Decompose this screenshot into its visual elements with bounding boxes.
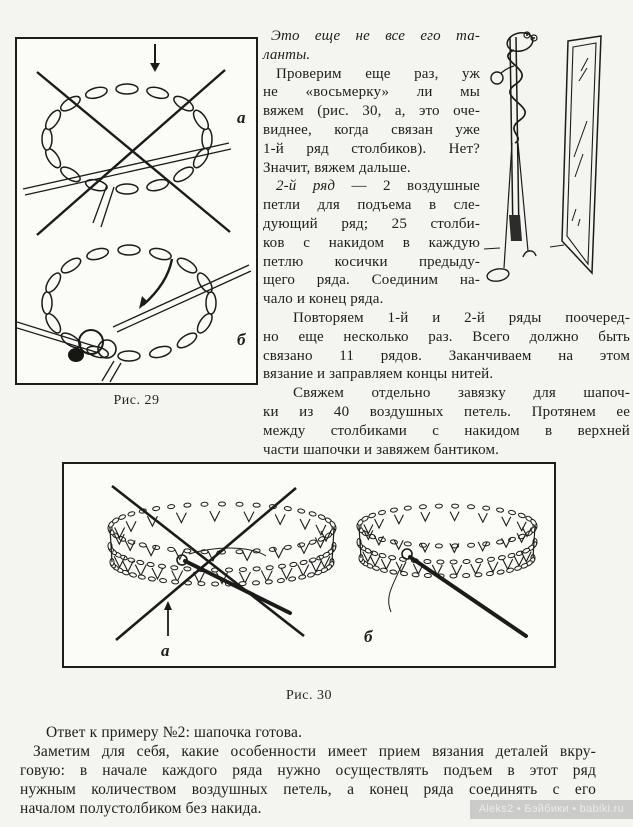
main-text-block xyxy=(263,309,630,459)
text-line: петлю косички предыду- xyxy=(263,253,480,270)
text-line: Ответ к примеру №2: шапочка готова. xyxy=(46,724,303,741)
figure-30-label-b: б xyxy=(364,627,373,646)
text-line: не «восьмерку» ли мы xyxy=(263,84,480,101)
figure-30-drawing xyxy=(64,464,554,666)
text-line: Повторяем 1-й и 2-й ряды поочеред- xyxy=(293,310,630,326)
figure-30-caption: Рис. 30 xyxy=(286,688,332,703)
text-line: вяжем (рис. 30, а, это оче- xyxy=(263,103,480,120)
text-line: ков с накидом в каждую xyxy=(263,234,480,251)
text-line: дующий ряд; 25 столби- xyxy=(263,215,480,232)
text-line: Свяжем отдельно завязку для шапоч- xyxy=(293,385,630,402)
up-arrow-icon xyxy=(164,601,172,636)
text-line: виднее, когда связан уже xyxy=(263,121,480,138)
text-line: но еще несколько раз. Всего должно быть xyxy=(263,328,630,345)
character-mirror-illustration xyxy=(484,25,632,320)
figure-29-caption: Рис. 29 xyxy=(113,393,160,408)
text-line: петли для подъема в сле- xyxy=(263,197,480,214)
text-line: Заметим для себя, какие особенности имеет прием вязания деталей вкру- xyxy=(33,743,596,760)
crochet-band-b xyxy=(356,504,537,578)
text-line: 2-й ряд — 2 воздушные xyxy=(276,178,480,195)
chain-ring-a xyxy=(42,84,212,194)
text-line: ки из 40 воздушных петель. Протянем ее xyxy=(263,403,630,420)
figure-30-box xyxy=(62,462,556,668)
text-line: говую: в начале каждого ряда нужно осуществлять подъем в этот ряд xyxy=(20,762,596,779)
text-line: между столбиками с накидом в верхней xyxy=(263,422,630,439)
character-icon xyxy=(486,30,537,283)
text-line: щего ряда. Соединим на- xyxy=(263,272,480,289)
text-line: связано 11 рядов. Заканчиваем на этом xyxy=(263,347,630,364)
text-line: Проверим еще раз, уж xyxy=(276,65,480,82)
figure-29-box xyxy=(15,37,258,385)
intro-text-column xyxy=(263,27,480,309)
figure-30-label-a: а xyxy=(161,641,170,660)
mirror-icon xyxy=(562,36,601,273)
text-line: чало и конец ряда. xyxy=(263,291,384,308)
watermark: Aleks2 • Бэйбики • babiki.ru xyxy=(470,800,633,819)
text-line: вязание и заправляем концы нитей. xyxy=(263,366,494,383)
figure-29-label-b: б xyxy=(237,330,246,349)
text-line: нужным количеством воздушных петель, а конец ряда соединять с его xyxy=(20,781,596,798)
text-line: части шапочки и завяжем бантиком. xyxy=(263,441,499,458)
text-line: Значит, вяжем дальше. xyxy=(263,159,411,176)
figure-29-label-a: а xyxy=(237,108,246,127)
text-line: началом полустолбиком без накида. xyxy=(20,800,262,817)
text-line: ланты. xyxy=(263,46,311,63)
down-arrow-icon xyxy=(150,44,160,72)
figure-29-drawing xyxy=(17,39,256,383)
text-line: Это еще не все его та- xyxy=(271,28,480,44)
text-line: 1-й ряд столбиков). Нет? xyxy=(263,140,480,157)
